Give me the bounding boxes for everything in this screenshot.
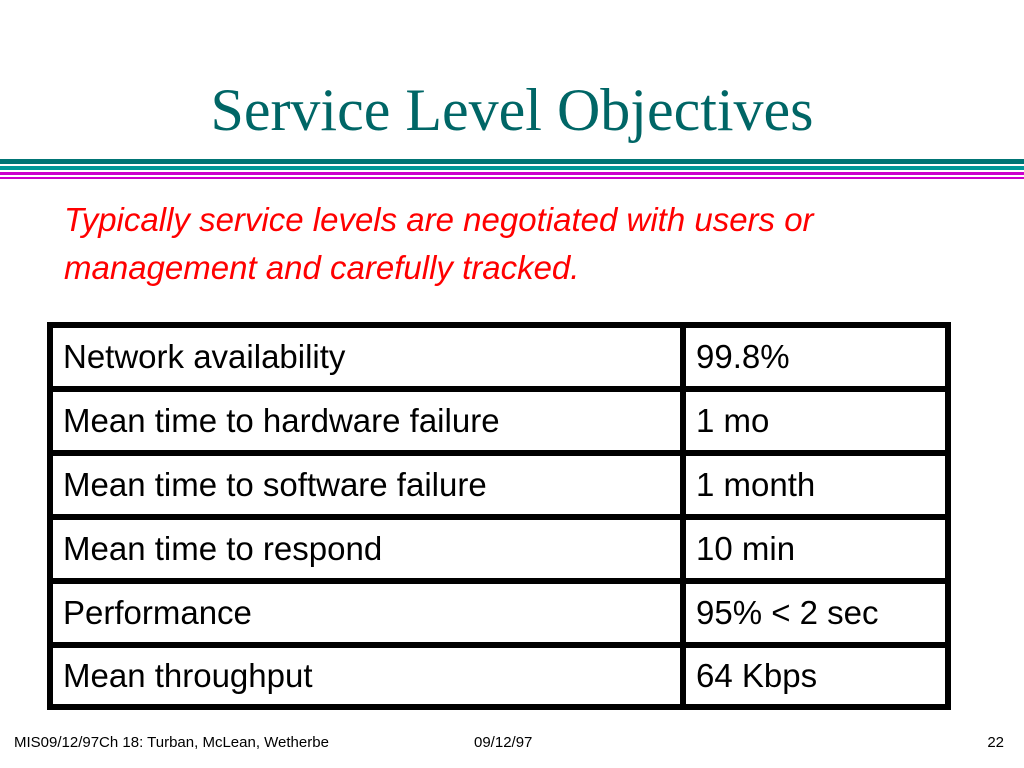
table-cell-value: 95% < 2 sec — [686, 584, 945, 642]
table-cell-label: Network availability — [53, 328, 680, 386]
table-cell-value: 64 Kbps — [686, 648, 945, 704]
slide-subtitle: Typically service levels are negotiated with users or management and carefully tracked. — [64, 201, 814, 286]
title-rule-magenta-top — [0, 172, 1024, 175]
service-level-table — [47, 322, 951, 710]
table-row — [47, 322, 951, 386]
table-cell-label: Mean time to respond — [53, 520, 680, 578]
table-cell-value: 10 min — [686, 520, 945, 578]
table-cell-label: Mean time to software failure — [53, 456, 680, 514]
footer-course-info: MIS09/12/97Ch 18: Turban, McLean, Wetherbe — [14, 734, 329, 751]
table-row — [47, 386, 951, 450]
table-cell-label: Performance — [53, 584, 680, 642]
table-cell-value: 1 mo — [686, 392, 945, 450]
table-row — [47, 642, 951, 710]
table-cell-value: 99.8% — [686, 328, 945, 386]
table-cell-value: 1 month — [686, 456, 945, 514]
footer-page-number: 22 — [987, 734, 1004, 751]
slide-title: Service Level Objectives — [210, 77, 814, 143]
title-rule-teal-bottom — [0, 166, 1024, 170]
table-row — [47, 514, 951, 578]
title-rule-teal-top — [0, 159, 1024, 164]
table-row — [47, 578, 951, 642]
title-rule-magenta-bottom — [0, 177, 1024, 179]
table-cell-label: Mean throughput — [53, 648, 680, 704]
table-cell-label: Mean time to hardware failure — [53, 392, 680, 450]
footer-date: 09/12/97 — [474, 734, 533, 751]
table-row — [47, 450, 951, 514]
